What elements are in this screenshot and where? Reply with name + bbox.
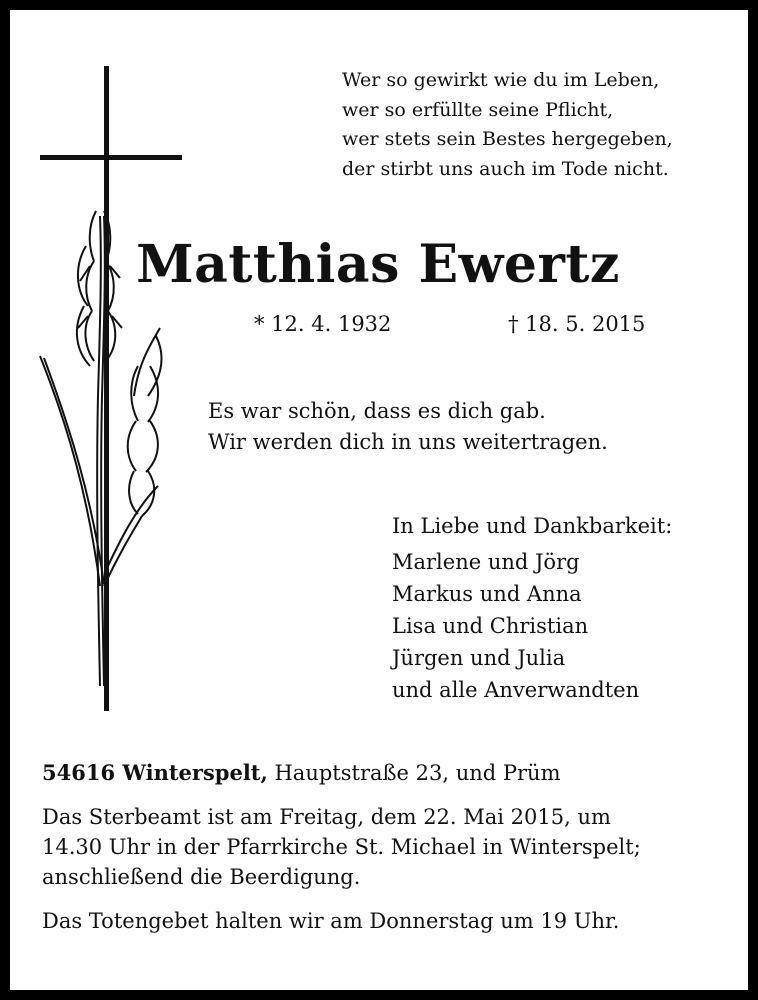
service-line: Das Sterbeamt ist am Freitag, dem 22. Mai 2015, um bbox=[42, 805, 611, 829]
cross-icon bbox=[40, 66, 182, 711]
address-street: Hauptstraße 23, und Prüm bbox=[267, 761, 561, 785]
mourners-intro: In Liebe und Dankbarkeit: bbox=[392, 514, 673, 538]
mourner: Lisa und Christian bbox=[392, 614, 589, 638]
funeral-service-info bbox=[42, 802, 722, 892]
address bbox=[42, 760, 560, 785]
quote-line: Es war schön, dass es dich gab. bbox=[208, 399, 546, 423]
mourners-list bbox=[392, 510, 672, 706]
birth-date: * 12. 4. 1932 bbox=[254, 312, 392, 336]
memorial-poem bbox=[342, 66, 673, 184]
poem-line: wer so erfüllte seine Pflicht, bbox=[342, 98, 614, 121]
mourner: und alle Anverwandten bbox=[392, 678, 640, 702]
mourner: Marlene und Jörg bbox=[392, 550, 580, 574]
mourner: Jürgen und Julia bbox=[392, 646, 566, 670]
prayer-info: Das Totengebet halten wir am Donnerstag um 19 Uhr. bbox=[42, 909, 620, 933]
poem-line: Wer so gewirkt wie du im Leben, bbox=[342, 69, 660, 91]
quote-line: Wir werden dich in uns weitertragen. bbox=[208, 430, 608, 454]
address-place: 54616 Winterspelt, bbox=[42, 760, 268, 785]
obituary-card bbox=[10, 10, 748, 990]
service-line: 14.30 Uhr in der Pfarrkirche St. Michael in Winterspelt; bbox=[42, 835, 641, 859]
mourner: Markus und Anna bbox=[392, 582, 582, 606]
cross-wheat-icon bbox=[38, 66, 188, 716]
poem-line: der stirbt uns auch im Tode nicht. bbox=[342, 157, 669, 180]
service-line: anschließend die Beerdigung. bbox=[42, 865, 361, 889]
farewell-quote bbox=[208, 396, 608, 458]
deceased-name: Matthias Ewertz bbox=[136, 234, 620, 295]
poem-line: wer stets sein Bestes hergegeben, bbox=[342, 128, 673, 150]
death-date: † 18. 5. 2015 bbox=[508, 312, 646, 336]
